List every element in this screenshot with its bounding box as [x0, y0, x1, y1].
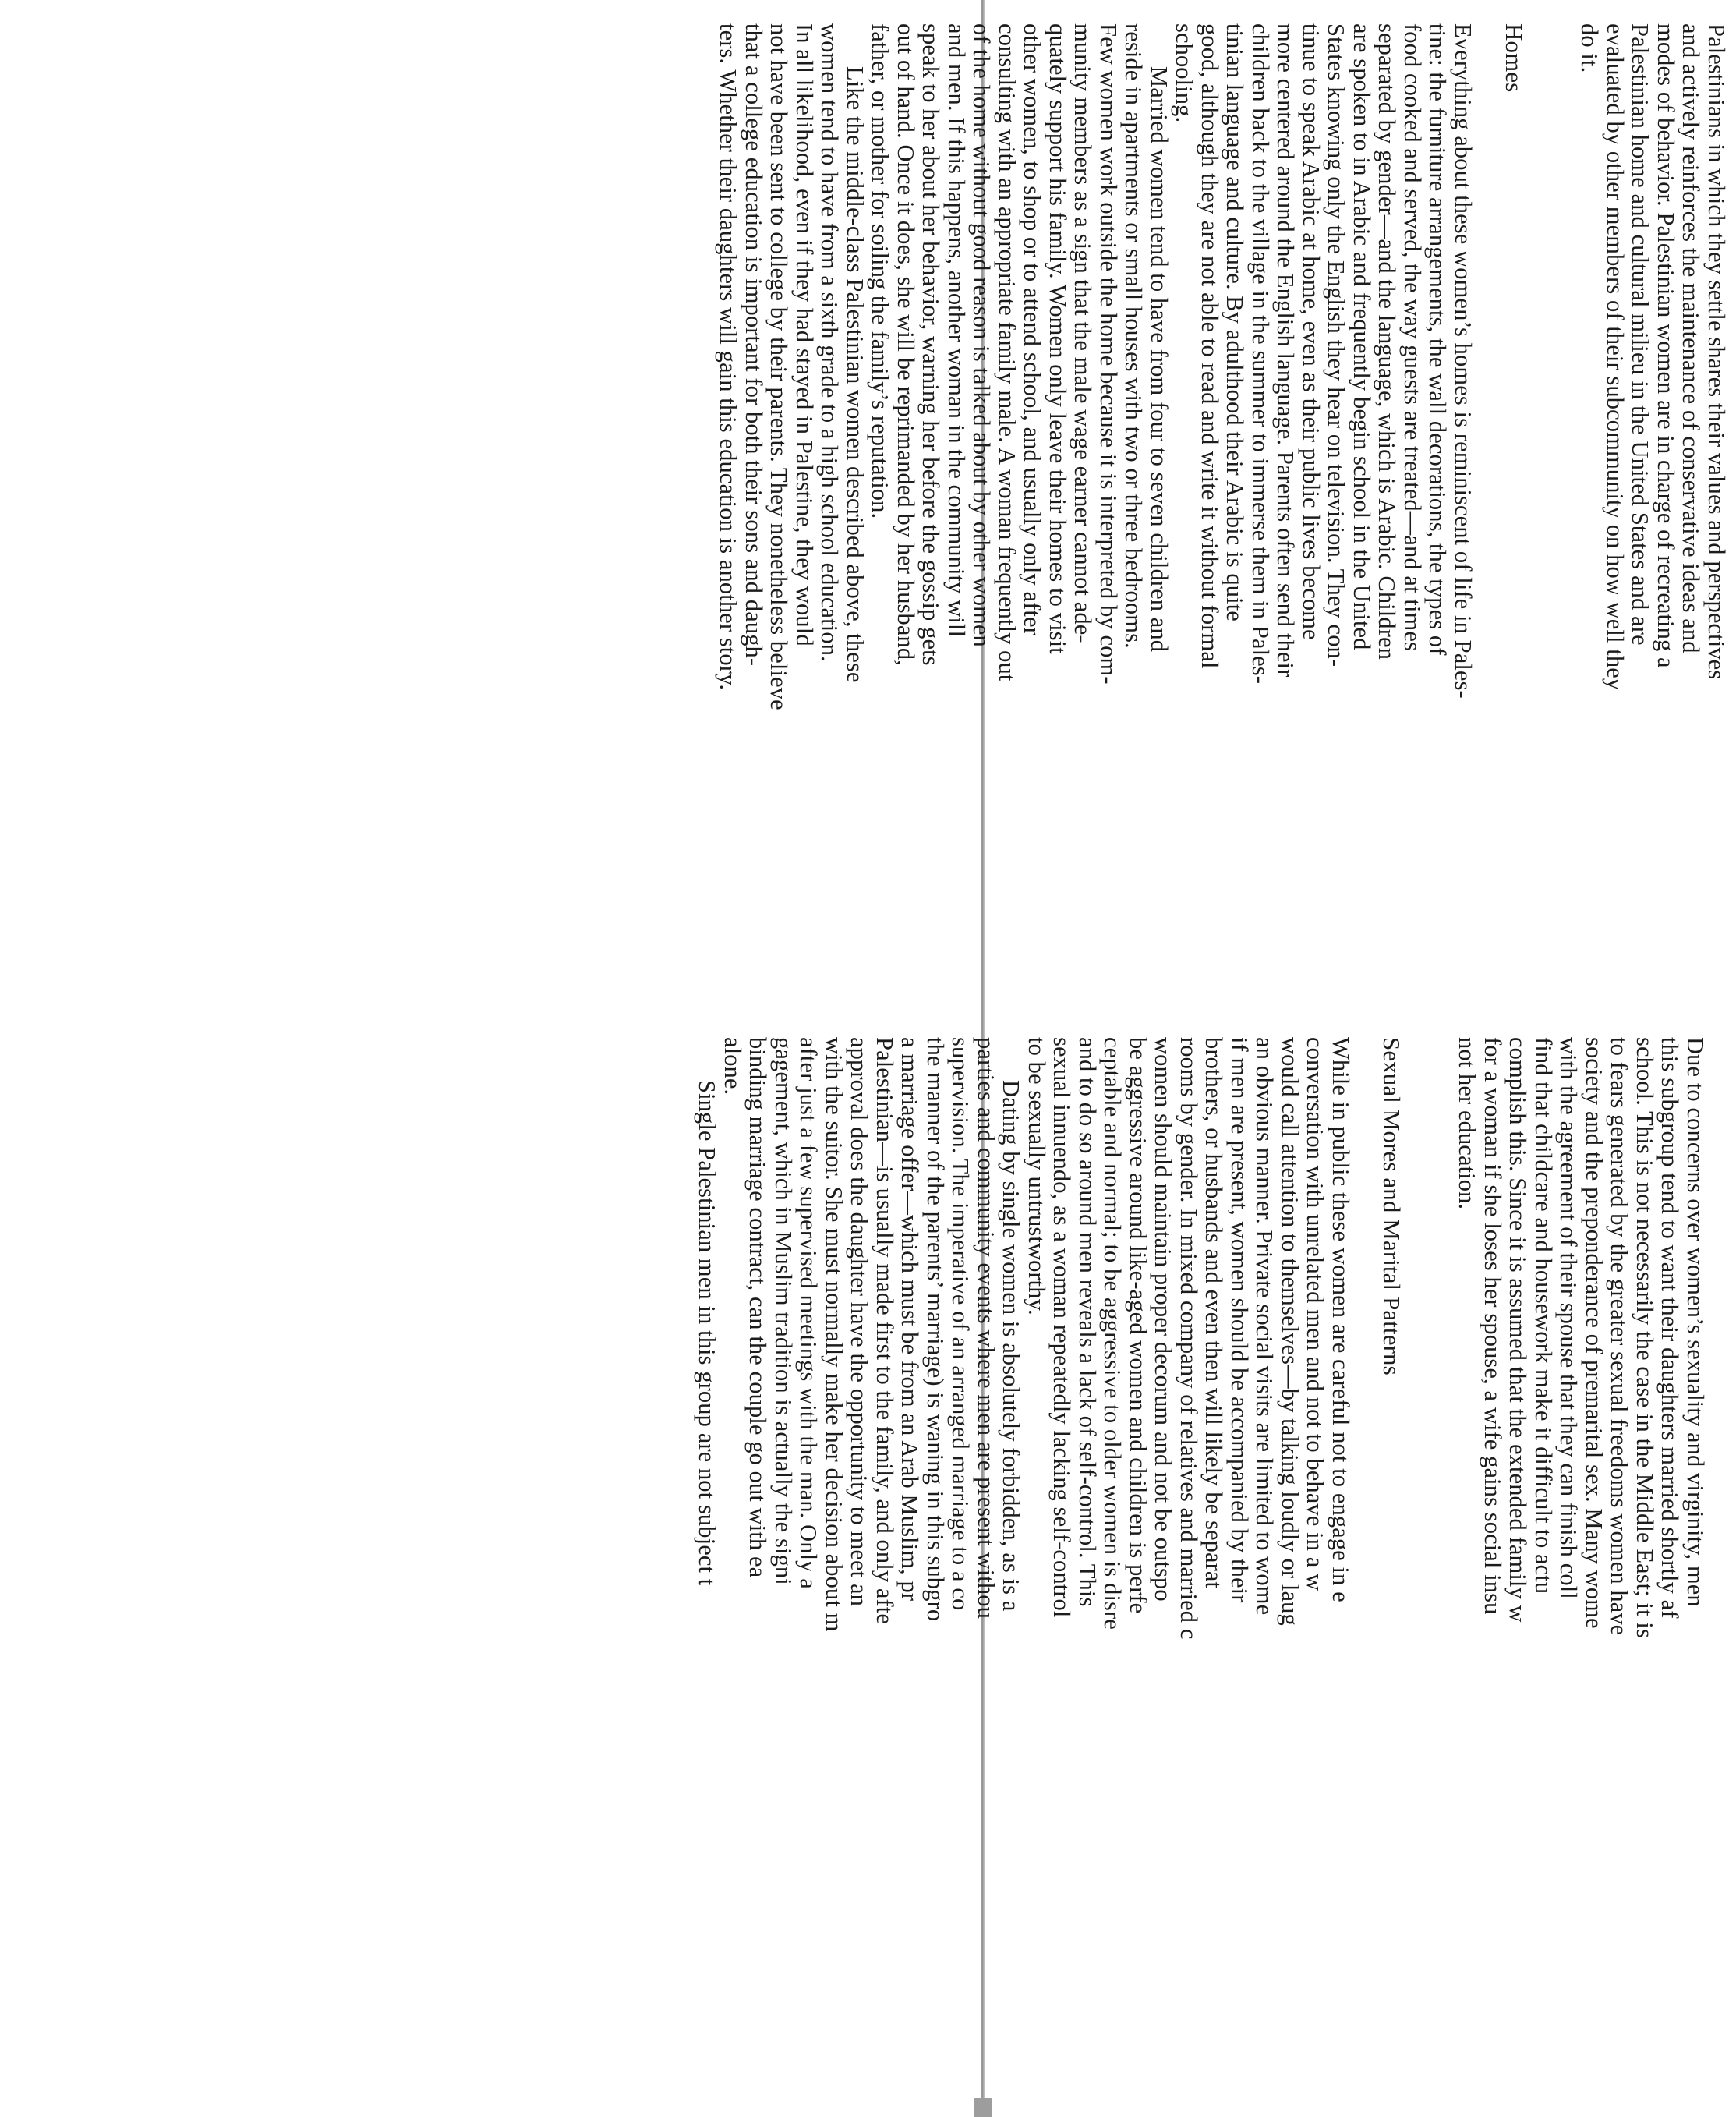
- text-line: out of hand. Once it does, she will be reprimanded by her husband,: [893, 23, 919, 666]
- text-line: that a college education is important for both their sons and daugh-: [741, 23, 767, 667]
- text-line: conversation with unrelated men and not to behave in a w: [1302, 1037, 1329, 1591]
- text-line: more centered around the English language. Parents often send their: [1272, 23, 1299, 678]
- text-line: schooling.: [1171, 23, 1198, 123]
- text-line: ters. Whether their daughters will gain this education is another story.: [715, 23, 742, 691]
- text-line: other women, to shop or to attend school, and usually only after: [1019, 23, 1046, 635]
- text-line: Palestinians in which they settle shares their values and perspectives: [1703, 23, 1730, 680]
- text-line: not have been sent to college by their parents. They nonetheless believe: [765, 23, 793, 710]
- text-line: tinue to speak Arabic at home, even as their public lives become: [1298, 23, 1324, 640]
- text-line: be aggressive around like-aged women and children is perfe: [1125, 1037, 1151, 1614]
- text-line: complish this. Since it is assumed that the extended family w: [1504, 1037, 1532, 1623]
- text-line: women should maintain proper decorum and not be outspo: [1150, 1037, 1177, 1602]
- text-line: modes of behavior. Palestinian women are in charge of recreating a: [1653, 23, 1679, 668]
- text-line: with the agreement of their spouse that they can finish coll: [1555, 1037, 1582, 1599]
- text-line: ceptable and normal; to be aggressive to older women is disre: [1099, 1037, 1126, 1630]
- section-heading: Sexual Mores and Marital Patterns: [1378, 1037, 1405, 1375]
- text-line: children back to the village in the summer to immerse them in Pales-: [1247, 23, 1274, 685]
- text-line: In all likelihood, even if they had stayed in Palestine, they would: [791, 23, 818, 646]
- text-line: sexual innuendo, as a woman repeatedly lacking self-control: [1048, 1037, 1076, 1618]
- text-line: and to do so around men reveals a lack of self-control. This: [1074, 1037, 1101, 1607]
- text-line: Dating by single women is absolutely forbidden, as is a: [998, 1080, 1025, 1612]
- text-line: after just a few supervised meetings with the man. Only a: [795, 1037, 822, 1589]
- text-line: consulting with an appropriate family male. A woman frequently out: [994, 23, 1020, 681]
- section-heading: Homes: [1501, 23, 1528, 93]
- text-line: reside in apartments or small houses with two or three bedrooms.: [1120, 23, 1147, 649]
- text-line: brothers, or husbands and even then will likely be separat: [1200, 1037, 1228, 1589]
- text-line: are spoken to in Arabic and frequently begin school in the United: [1349, 23, 1375, 650]
- text-line: evaluated by other members of their subcommunity on how well they: [1602, 23, 1628, 691]
- text-line: to be sexually untrustworthy.: [1024, 1037, 1050, 1315]
- right-page: [694, 1037, 1709, 2012]
- text-line: with the suitor. She must normally make her decision about m: [821, 1037, 847, 1632]
- text-line: speak to her about her behavior, warning her before the gossip gets: [917, 23, 945, 666]
- text-line: States knowing only the English they hear on television. They con-: [1323, 23, 1350, 667]
- text-line: a marriage offer—which must be from an Arab Muslim, pr: [896, 1037, 924, 1602]
- text-line: of the home without good reason is talked about by other women: [968, 23, 995, 647]
- text-line: rooms by gender. In mixed company of relatives and married c: [1176, 1037, 1202, 1640]
- text-line: quately support his family. Women only leave their homes to visit: [1045, 23, 1071, 654]
- text-line: Single Palestinian men in this group are not subject t: [694, 1080, 721, 1586]
- text-line: Few women work outside the home because it is interpreted by com-: [1095, 23, 1122, 685]
- text-line: school. This is not necessarily the case in the Middle East; it is: [1632, 1037, 1658, 1638]
- text-line: if men are present, women should be accompanied by their: [1226, 1037, 1253, 1603]
- text-line: find that childcare and housework make it difficult to actu: [1530, 1037, 1557, 1595]
- text-line: Palestinian—is usually made first to the family, and only afte: [872, 1037, 898, 1625]
- text-line: Palestinian home and cultural milieu in the United States and are: [1627, 23, 1654, 646]
- text-line: an obvious manner. Private social visits are limited to wome: [1251, 1037, 1278, 1616]
- text-line: not her education.: [1454, 1037, 1481, 1210]
- text-line: Everything about these women’s homes is reminiscent of life in Pales-: [1450, 23, 1476, 699]
- text-line: separated by gender—and the language, which is Arabic. Children: [1374, 23, 1401, 660]
- text-line: While in public these women are careful not to engage in e: [1328, 1037, 1354, 1602]
- text-line: food cooked and served, the way guests are treated—and at times: [1399, 23, 1426, 651]
- text-line: munity members as a sign that the male wage earner cannot ade-: [1070, 23, 1097, 643]
- text-line: alone.: [720, 1037, 746, 1096]
- text-line: parties and community events where men are present withou: [973, 1037, 999, 1619]
- text-line: society and the preponderance of premarital sex. Many wome: [1581, 1037, 1607, 1629]
- text-line: to fears generated by the greater sexual freedoms women have: [1606, 1037, 1633, 1636]
- text-line: this subgroup tend to want their daughters married shortly af: [1656, 1037, 1684, 1619]
- text-line: binding marriage contract, can the couple go out with ea: [744, 1037, 772, 1578]
- text-line: tinian language and culture. By adulthood their Arabic is quite: [1222, 23, 1249, 621]
- text-line: gagement, which in Muslim tradition is actually the signi: [770, 1037, 797, 1585]
- text-line: Married women tend to have from four to seven children and: [1146, 66, 1172, 653]
- text-line: father, or mother for soiling the family’s reputation.: [867, 23, 894, 519]
- text-line: approval does the daughter have the opportunity to meet an: [846, 1037, 873, 1606]
- text-line: and men. If this happens, another woman in the community will: [943, 23, 970, 638]
- text-line: tine: the furniture arrangements, the wall decorations, the types of: [1424, 23, 1451, 656]
- text-line: women tend to have from a sixth grade to a high school education.: [816, 23, 843, 662]
- text-line: for a woman if she loses her spouse, a wife gains social insu: [1480, 1037, 1506, 1615]
- text-line: Like the middle-class Palestinian women described above, these: [842, 66, 868, 683]
- text-line: good, although they are not able to read and write it without formal: [1197, 23, 1223, 669]
- text-line: supervision. The imperative of an arranged marriage to a co: [947, 1037, 974, 1611]
- text-line: would call attention to themselves—by talking loudly or laug: [1277, 1037, 1303, 1626]
- text-line: and actively reinforces the maintenance of conservative ideas and: [1678, 23, 1705, 653]
- text-line: do it.: [1576, 23, 1603, 73]
- text-line: the manner of the parents’ marriage) is waning in this subgro: [922, 1037, 949, 1622]
- text-line: Due to concerns over women’s sexuality and virginity, men: [1682, 1037, 1709, 1607]
